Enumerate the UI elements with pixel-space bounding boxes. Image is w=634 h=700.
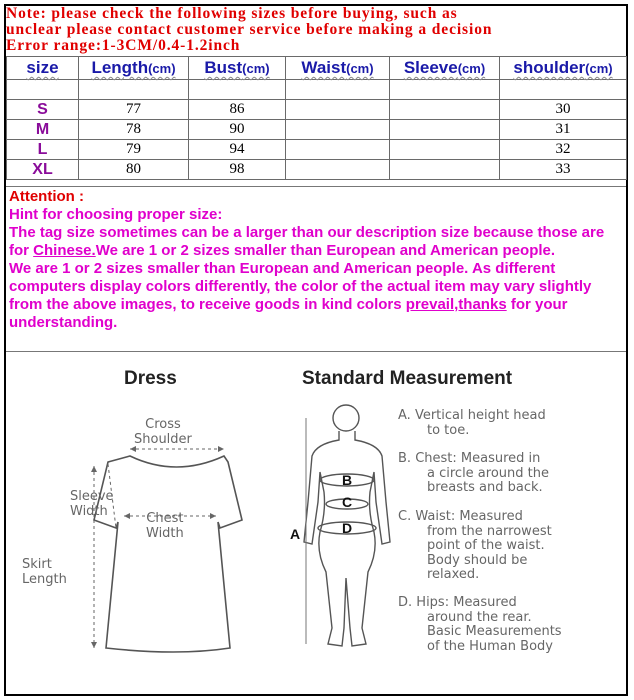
cell-shoulder: 32 bbox=[500, 140, 627, 160]
attention-title: Attention : bbox=[9, 188, 84, 205]
header-length: Length(cm) bbox=[79, 57, 189, 80]
attention-section bbox=[6, 186, 626, 352]
cell-shoulder: 33 bbox=[500, 160, 627, 180]
prevail-link: prevail,thanks bbox=[405, 296, 507, 313]
note-line-2: unclear please contact customer service before making a decision bbox=[6, 21, 493, 38]
cell-shoulder: 30 bbox=[500, 100, 627, 120]
attention-paragraph-2: We are 1 or 2 sizes smaller than European and American people. As different computers display colors differently, the color of the actual item may vary slightly from the above images, to receive goods in kind colors prevail,thanks for your understanding. bbox=[9, 260, 592, 331]
header-size: size bbox=[7, 57, 79, 80]
letter-a: A bbox=[290, 526, 301, 542]
header-bust: Bust(cm) bbox=[189, 57, 286, 80]
cell-length: 79 bbox=[79, 140, 189, 160]
letter-b: B bbox=[342, 472, 353, 488]
cell-waist bbox=[286, 160, 390, 180]
note-line-3: Error range:1-3CM/0.4-1.2inch bbox=[6, 37, 241, 54]
note-line-1: Note: please check the following sizes before buying, such as bbox=[6, 6, 458, 22]
measurement-item-b: B. Chest: Measured in a circle around the breasts and back. bbox=[398, 451, 549, 495]
cell-waist bbox=[286, 120, 390, 140]
cell-length: 78 bbox=[79, 120, 189, 140]
cell-sleeve bbox=[390, 160, 500, 180]
cell-shoulder: 31 bbox=[500, 120, 627, 140]
attention-paragraph-1: The tag size sometimes can be a larger than our description size because those are for Chinese.We are 1 or 2 sizes smaller than European and American people. bbox=[9, 224, 605, 259]
standard-measurement-title: Standard Measurement bbox=[302, 368, 513, 389]
cell-sleeve bbox=[390, 100, 500, 120]
table-header-row bbox=[7, 57, 627, 80]
measurement-item-a: A. Vertical height head to toe. bbox=[398, 408, 546, 438]
cell-length: 80 bbox=[79, 160, 189, 180]
skirt-length-label: Skirt Length bbox=[22, 557, 67, 587]
cell-waist bbox=[286, 140, 390, 160]
cell-sleeve bbox=[390, 140, 500, 160]
header-shoulder: shoulder(cm) bbox=[500, 57, 627, 80]
dress-title: Dress bbox=[124, 368, 177, 389]
size-chart-table bbox=[6, 56, 627, 180]
table-row bbox=[7, 140, 627, 160]
chest-width-label: Chest Width bbox=[146, 511, 184, 541]
letter-c: C bbox=[342, 494, 353, 510]
sleeve-width-label: Sleeve Width bbox=[70, 489, 114, 519]
cross-shoulder-label: Cross Shoulder bbox=[134, 417, 192, 447]
cell-bust: 94 bbox=[189, 140, 286, 160]
cell-length: 77 bbox=[79, 100, 189, 120]
size-note bbox=[6, 6, 626, 56]
dress-outline bbox=[94, 456, 242, 652]
measurement-figure bbox=[6, 352, 626, 694]
attention-hint: Hint for choosing proper size: bbox=[9, 206, 223, 223]
letter-d: D bbox=[342, 520, 353, 536]
cell-size: L bbox=[7, 140, 79, 160]
table-row bbox=[7, 160, 627, 180]
cell-bust: 90 bbox=[189, 120, 286, 140]
header-waist: Waist(cm) bbox=[286, 57, 390, 80]
cell-bust: 86 bbox=[189, 100, 286, 120]
chinese-link: Chinese. bbox=[33, 242, 96, 259]
cell-size: XL bbox=[7, 160, 79, 180]
measurement-item-c: C. Waist: Measured from the narrowest point of the waist. Body should be relaxed. bbox=[398, 509, 552, 582]
cell-size: S bbox=[7, 100, 79, 120]
cell-bust: 98 bbox=[189, 160, 286, 180]
cell-size: M bbox=[7, 120, 79, 140]
header-sleeve: Sleeve(cm) bbox=[390, 57, 500, 80]
cell-sleeve bbox=[390, 120, 500, 140]
table-row bbox=[7, 100, 627, 120]
body-torso bbox=[304, 431, 390, 646]
measurement-item-d: D. Hips: Measured around the rear. Basic Measurements of the Human Body bbox=[398, 595, 562, 654]
table-row bbox=[7, 120, 627, 140]
table-row-empty bbox=[7, 80, 627, 100]
body-head bbox=[333, 405, 359, 431]
cell-waist bbox=[286, 100, 390, 120]
